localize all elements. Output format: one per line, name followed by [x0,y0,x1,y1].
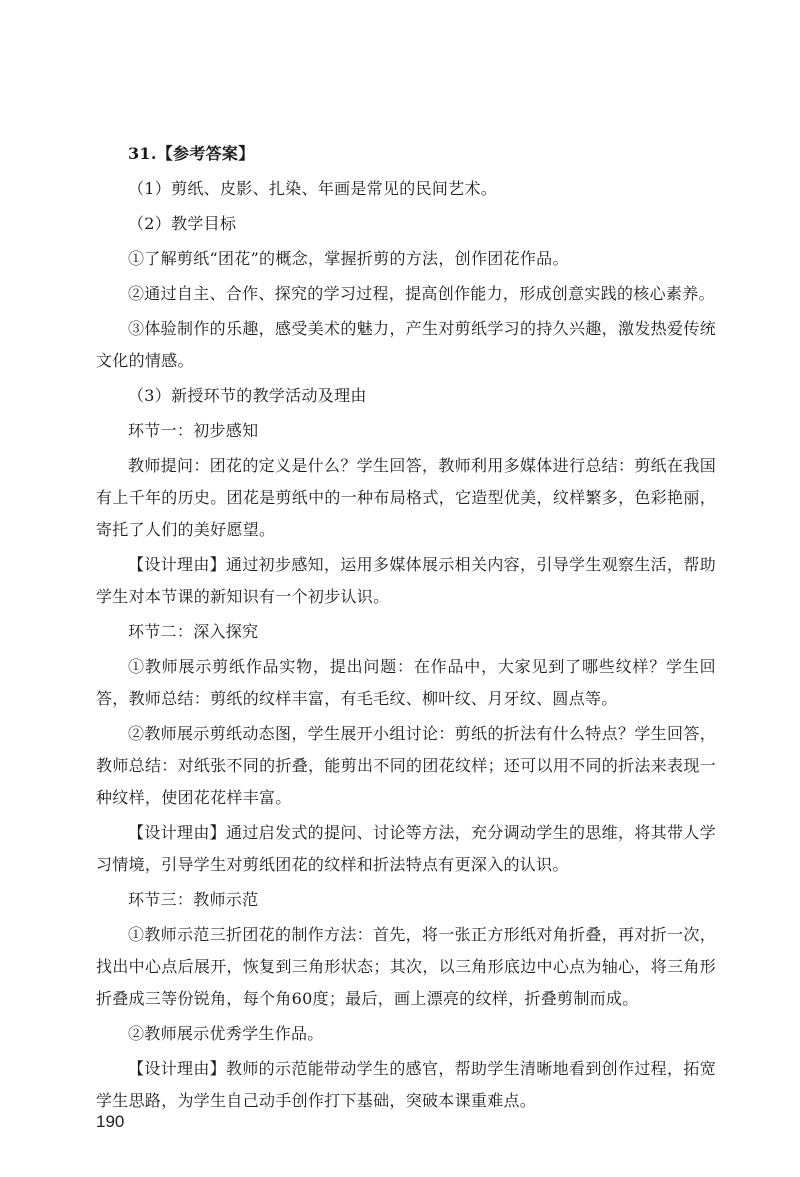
paragraph-15: ①教师示范三折团花的制作方法：首先，将一张正方形纸对角折叠，再对折一次，找出中心点后展开，恢复到三角形状态；其次，以三角形底边中心点为轴心，将三角形折叠成三等份锐角，每个角60度；最后，画上漂亮的纹样，折叠剪制而成。 [96,925,716,1008]
paragraph-16: ②教师展示优秀学生作品。 [128,1024,324,1043]
paragraph-14: 环节三：教师示范 [128,890,259,909]
answer-section [96,138,716,1120]
answer-title: 31.【参考答案】 [128,144,255,163]
paragraph-4: ②通过自主、合作、探究的学习过程，提高创作能力，形成创意实践的核心素养。 [128,284,715,303]
paragraph-3: ①了解剪纸“团花”的概念，掌握折剪的方法，创作团花作品。 [128,249,569,268]
paragraph-11: ①教师展示剪纸作品实物，提出问题：在作品中，大家见到了哪些纹样？学生回答，教师总结：剪纸的纹样丰富，有毛毛纹、柳叶纹、月牙纹、圆点等。 [96,657,716,708]
paragraph-1: （1）剪纸、皮影、扎染、年画是常见的民间艺术。 [128,179,498,198]
paragraph-17: 【设计理由】教师的示范能带动学生的感官，帮助学生清晰地看到创作过程，拓宽学生思路，为学生自己动手创作打下基础，突破本课重难点。 [96,1059,716,1110]
paragraph-5: ③体验制作的乐趣，感受美术的魅力，产生对剪纸学习的持久兴趣，激发热爱传统文化的情感。 [96,319,716,370]
paragraph-2: （2）教学目标 [128,214,237,233]
paragraph-9: 【设计理由】通过初步感知，运用多媒体展示相关内容，引导学生观察生活，帮助学生对本节课的新知识有一个初步认识。 [96,555,716,606]
paragraph-8: 教师提问：团花的定义是什么？学生回答，教师利用多媒体进行总结：剪纸在我国有上千年的历史。团花是剪纸中的一种布局格式，它造型优美，纹样繁多，色彩艳丽，寄托了人们的美好愿望。 [96,456,716,539]
page-number: 190 [96,1112,125,1131]
paragraph-13: 【设计理由】通过启发式的提问、讨论等方法，充分调动学生的思维，将其带人学习情境，引导学生对剪纸团花的纹样和折法特点有更深入的认识。 [96,823,716,874]
paragraph-12: ②教师展示剪纸动态图，学生展开小组讨论：剪纸的折法有什么特点？学生回答，教师总结：对纸张不同的折叠，能剪出不同的团花纹样；还可以用不同的折法来表现一种纹样，使团花花样丰富。 [96,724,716,807]
paragraph-7: 环节一：初步感知 [128,421,259,440]
paragraph-10: 环节二：深入探究 [128,622,259,641]
paragraph-6: （3）新授环节的教学活动及理由 [128,386,367,405]
